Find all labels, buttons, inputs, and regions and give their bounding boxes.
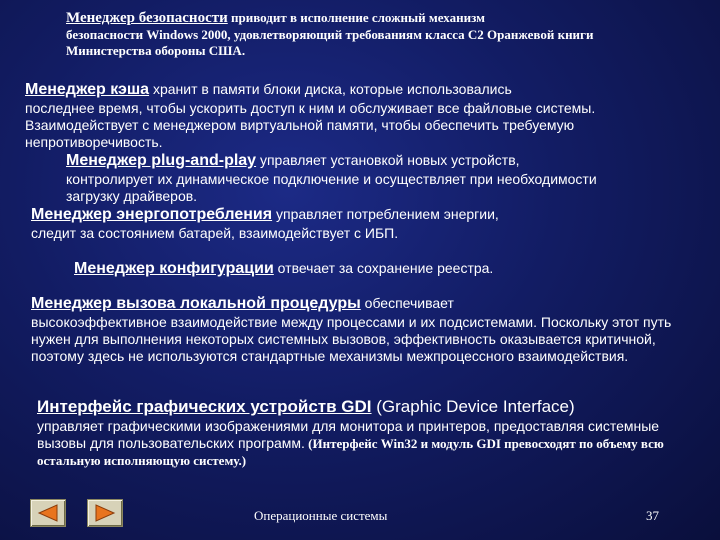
config-manager-text-first: отвечает за сохранение реестра. <box>273 260 494 276</box>
gdi-text-first: (Graphic Device Interface) <box>371 397 575 416</box>
gdi-paragraph <box>37 397 687 469</box>
cache-manager-text-rest: последнее время, чтобы ускорить доступ к ним и обслуживает все файловые системы. Взаимодействует с менеджером виртуальной памяти, чтобы обеспечить требуемую непротиворечивость. <box>25 99 596 150</box>
security-manager-paragraph <box>66 9 626 59</box>
pnp-manager-text-first: управляет установкой новых устройств, <box>256 152 520 168</box>
power-manager-text-first: управляет потреблением энергии, <box>272 206 499 222</box>
power-manager-text-rest: следит за состоянием батарей, взаимодействует с ИБП. <box>31 224 399 241</box>
lpc-manager-text-rest: высокоэффективное взаимодействие между процессами и их подсистемами. Поскольку этот путь нужен для выполнения некоторых системных вызовов, эффективность оказывается критичной, поэтому здесь не используются стандартные механизмы межпроцессного взаимодействия. <box>31 313 672 364</box>
triangle-right-icon <box>93 504 117 522</box>
gdi-text-rest: управляет графическими изображениями для монитора и принтеров, предоставляя системные вызовы для пользовательских программ. <box>37 417 660 451</box>
power-manager-paragraph <box>31 205 651 242</box>
config-manager-term: Менеджер конфигурации <box>74 260 274 277</box>
prev-slide-button[interactable] <box>30 499 66 527</box>
gdi-text-serif-tail: (Интерфейс Win32 и модуль GDI превосходят по объему всю остальную исполняющую систему.) <box>37 435 664 468</box>
security-manager-text-rest: безопасности Windows 2000, удовлетворяющий требованиям класса С2 Оранжевой книги Министерства обороны США. <box>66 27 594 59</box>
config-manager-paragraph <box>74 259 674 279</box>
footer-page-number: 37 <box>646 508 659 523</box>
security-manager-term: Менеджер безопасности <box>66 10 228 26</box>
power-manager-term: Менеджер энергопотребления <box>31 206 273 223</box>
footer-course-title: Операционные системы <box>254 508 388 523</box>
pnp-manager-paragraph <box>66 151 626 205</box>
lpc-manager-paragraph <box>31 294 681 365</box>
triangle-left-icon <box>36 504 60 522</box>
pnp-manager-term: Менеджер plug-and-play <box>66 152 257 169</box>
next-slide-button[interactable] <box>87 499 123 527</box>
cache-manager-term: Менеджер кэша <box>25 81 150 98</box>
lpc-manager-term: Менеджер вызова локальной процедуры <box>31 295 361 312</box>
cache-manager-paragraph <box>25 80 697 151</box>
pnp-manager-text-rest: контролирует их динамическое подключение и осуществляет при необходимости загрузку драйверов. <box>66 170 597 204</box>
cache-manager-text-first: хранит в памяти блоки диска, которые использовались <box>149 81 512 97</box>
gdi-term: Интерфейс графических устройств GDI <box>37 397 372 416</box>
security-manager-text-first: приводит в исполнение сложный механизм <box>227 10 485 25</box>
lpc-manager-text-first: обеспечивает <box>360 295 454 311</box>
